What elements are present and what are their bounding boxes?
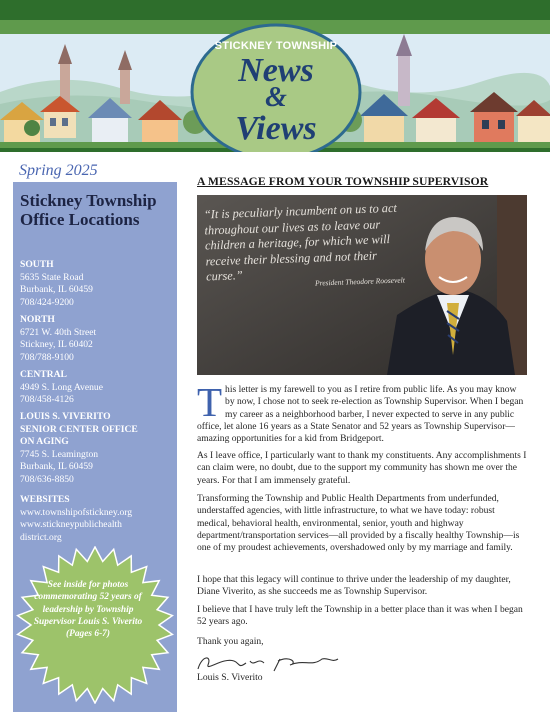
article-paragraph-3: Transforming the Township and Public Health Departments from underfunded, understaffed agencies, with little infrastructure, to what we have today: robust medical, behavioral health, environmental, senior, youth and highway department/transportation services—all provided by a fiscally healthy Township—is one of my proudest achievements, overshadowed only by my marriage and family.: [197, 493, 520, 554]
location-phone[interactable]: 708/636-8850: [20, 473, 74, 485]
website-link[interactable]: www.townshipofstickney.org: [20, 506, 133, 518]
websites-block: [20, 494, 175, 544]
location-address: 6721 W. 40th Street: [20, 326, 97, 338]
location-label: SOUTH: [20, 259, 54, 270]
websites-label: WEBSITES: [20, 494, 70, 505]
starburst-callout[interactable]: See inside for photos commemorating 52 years of leadership by Township Supervisor Louis S. Viverito (Pages 6-7): [33, 580, 143, 640]
article-paragraph-4: I hope that this legacy will continue to thrive under the leadership of my daughter, Diane Viverito, as she succeeds me as Township Supervisor.: [197, 574, 511, 598]
location-label: LOUIS S. VIVERITO SENIOR CENTER OFFICE ON AGING: [20, 411, 138, 448]
masthead: [0, 0, 550, 152]
logo-word-views: Views: [235, 110, 317, 147]
location-address: 7745 S. Leamington: [20, 448, 99, 460]
newsletter-logo: [192, 26, 360, 152]
location-label: NORTH: [20, 314, 55, 325]
paragraph-text: his letter is my farewell to you as I retire from public life. As you may know by now, I chose not to seek re-election as Township Supervisor. When I began my career as a neighborhood barber, I never expected to serve in any public office, let alone 16 years as a State Senator and 52 years as Township Supervisor—amazing opportunities for a kid from Bridgeport.: [197, 384, 524, 445]
photo-quote: “It is peculiarly incumbent on us to act throughout our lives as to leave our children a heritage, for which we will receive their blessing and not their curse.”: [203, 200, 398, 284]
logo-org-name: STICKNEY TOWNSHIP: [214, 40, 338, 52]
logo-word-news: News: [238, 52, 314, 89]
location-city: Burbank, IL 60459: [20, 284, 93, 296]
logo-ampersand: &: [265, 82, 287, 113]
location-label: CENTRAL: [20, 369, 67, 380]
location-phone[interactable]: 708/458-4126: [20, 394, 74, 406]
article-closing: Thank you again,: [197, 636, 264, 647]
location-north: [20, 314, 175, 364]
signer-name: Louis S. Viverito: [197, 672, 263, 683]
location-phone[interactable]: 708/424-9200: [20, 296, 74, 308]
drop-cap: T: [197, 379, 223, 425]
article-paragraph-2: As I leave office, I particularly want to thank my constituents. Any accomplishments I can claim were, no doubt, due to the support my community has shown me over the years. For that I am immensely grateful.: [197, 450, 527, 486]
location-south: [20, 259, 175, 309]
article-paragraph-1: [197, 379, 527, 445]
photo-quote-attribution: President Theodore Roosevelt: [314, 275, 405, 288]
article-paragraph-5: I believe that I have truly left the Township in a better place than it was when I began 52 years ago.: [197, 604, 523, 628]
issue-season: Spring 2025: [13, 160, 177, 182]
location-address: 4949 S. Long Avenue: [20, 381, 103, 393]
location-central: [20, 369, 175, 407]
supervisor-photo: [197, 195, 527, 375]
article-headline: A MESSAGE FROM YOUR TOWNSHIP SUPERVISOR: [197, 175, 489, 188]
location-address: 5635 State Road: [20, 271, 84, 283]
location-city: Stickney, IL 60402: [20, 339, 93, 351]
location-senior-center: [20, 411, 140, 487]
sidebar-title: Stickney Township Office Locations: [20, 191, 157, 229]
location-phone[interactable]: 708/788-9100: [20, 351, 74, 363]
location-city: Burbank, IL 60459: [20, 461, 93, 473]
website-link[interactable]: www.stickneypublichealth district.org: [20, 519, 122, 543]
